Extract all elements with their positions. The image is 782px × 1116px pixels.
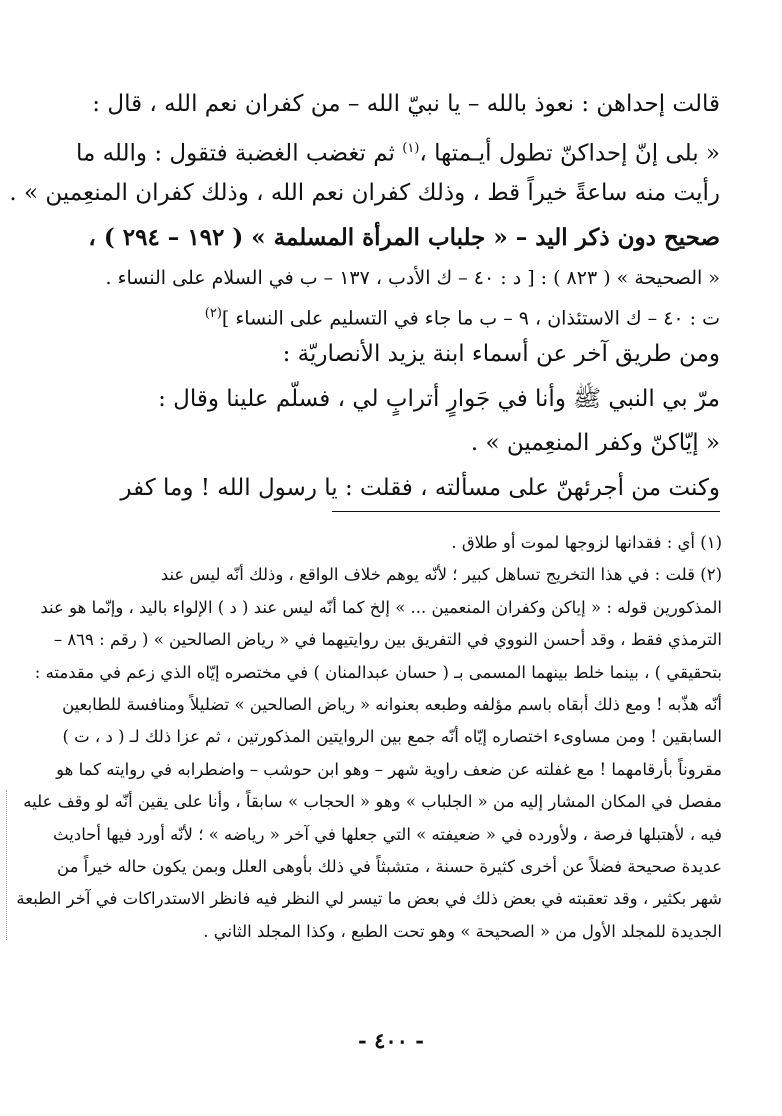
main-text-line <box>64 127 720 172</box>
footnote-line: مفصل في المكان المشار إليه من « الجلباب » وهو « الحجاب » سابقاً ، وأنا على يقين أنّه لو وقف عليه <box>23 792 722 812</box>
footnote-line: فيه ، لأهتبلها فرصة ، ولأورده في « ضعيفته » التي جعلها في آخر « رياضه » ؛ لأنّه أورد فيها أحاديث <box>53 824 722 844</box>
main-text-block <box>9 82 720 510</box>
main-text-line: « إيّاكنّ وكفر المنعِمين » . <box>470 430 720 456</box>
hadith-grading-line: صحيح دون ذكر اليد – « جلباب المرأة المسلمة » ( ١٩٢ – ٢٩٤ ) ، <box>88 223 720 251</box>
main-text-line: قالت إحداهن : نعوذ بالله – يا نبيّ الله – من كفران نعم الله ، قال : <box>92 91 720 117</box>
main-text-line: مرّ بي النبي ﷺ وأنا في جَوارٍ أترابٍ لي ، فسلّم علينا وقال : <box>158 385 720 412</box>
footnote-line: عديدة صحيحة فضلاً عن أخرى كثيرة حسنة ، متشبثاً في ذلك بأوهى العلل وبمن يكون حاله خيراً من <box>57 856 722 876</box>
footnote-line: السابقين ! ومن مساوىء اختصاره إيّاه أنّه جمع بين الروايتين المذكورتين ، ثم عزا ذلك لـ ( د ، ت ) <box>62 727 722 747</box>
footnote-line: مقروناً بأرقامهما ! مع غفلته عن ضعف راوية شهر – وهو ابن حوشب – واضطرابه في روايته كما هو <box>56 759 722 779</box>
main-text-line: ومن طريق آخر عن أسماء ابنة يزيد الأنصاريّة : <box>282 341 720 367</box>
footnote-line: بتحقيقي ) ، بينما خلط بينهما المسمى بـ ( حسان عبدالمنان ) في مختصره إيّاه الذي زعم في مقدمته : <box>34 662 722 682</box>
footnote-marker[interactable]: (١) <box>402 140 420 156</box>
footnotes-block <box>16 527 722 948</box>
main-text-segment: ثم تغضب الغضبة فتقول : والله ما <box>75 140 403 167</box>
footnote-line: الجديدة للمجلد الأول من « الصحيحة » وهو تحت الطبع ، وكذا المجلد الثاني . <box>203 921 722 941</box>
source-reference-line <box>64 296 720 332</box>
footnote-line: شهر بكثير ، وقد تعقبته في بعض ذلك في بعض ما تيسر لي النظر فيه فانظر الاستدراكات في آخر الطبعة <box>16 889 722 909</box>
footnote-marker[interactable]: (٢) <box>204 306 222 321</box>
scan-margin-mark <box>6 790 7 940</box>
footnote-line: (٢) قلت : في هذا التخريج تساهل كبير ؛ لأنّه يوهم خلاف الواقع ، وذلك أنّه ليس عند <box>160 565 722 585</box>
footnote-line: أنّه هذّبه ! ومع ذلك أبقاه باسم مؤلفه وطبعه بعنوانه « رياض الصالحين » تضليلاً ومنافسة للطابعين <box>62 694 722 714</box>
footnote-line: الترمذي فقط ، وقد أحسن النووي في التفريق بين روايتيهما في « رياض الصالحين » ( رقم : ٨٦٩ – <box>53 630 722 650</box>
page-number: - ٤٠٠ - <box>358 1028 424 1053</box>
main-text-line: رأيت منه ساعةً خيراً قط ، وذلك كفران نعم الله ، وذلك كفران المنعِمين » . <box>9 180 720 206</box>
footnote-divider <box>332 511 720 512</box>
footnote-line: (١) أي : فقدانها لزوجها لموت أو طلاق . <box>451 533 722 552</box>
footnote-line: المذكورين قوله : « إياكن وكفران المنعمين ... » إلخ كما أنّه ليس عند ( د ) الإلواء باليد ، وإنّما هو عند <box>40 597 722 617</box>
source-reference-segment: ت : ٤٠ – ك الاستئذان ، ٩ – ب ما جاء في التسليم على النساء ] <box>221 307 720 330</box>
source-reference-line: « الصحيحة » ( ٨٢٣ ) : [ د : ٤٠ – ك الأدب ، ١٣٧ – ب في السلام على النساء . <box>105 267 720 289</box>
main-text-segment: « بلى إنّ إحداكنّ تطول أيـمتها ، <box>419 140 720 167</box>
main-text-line: وكنت من أجرئهنّ على مسألته ، فقلت : يا رسول الله ! وما كفر <box>120 474 720 501</box>
